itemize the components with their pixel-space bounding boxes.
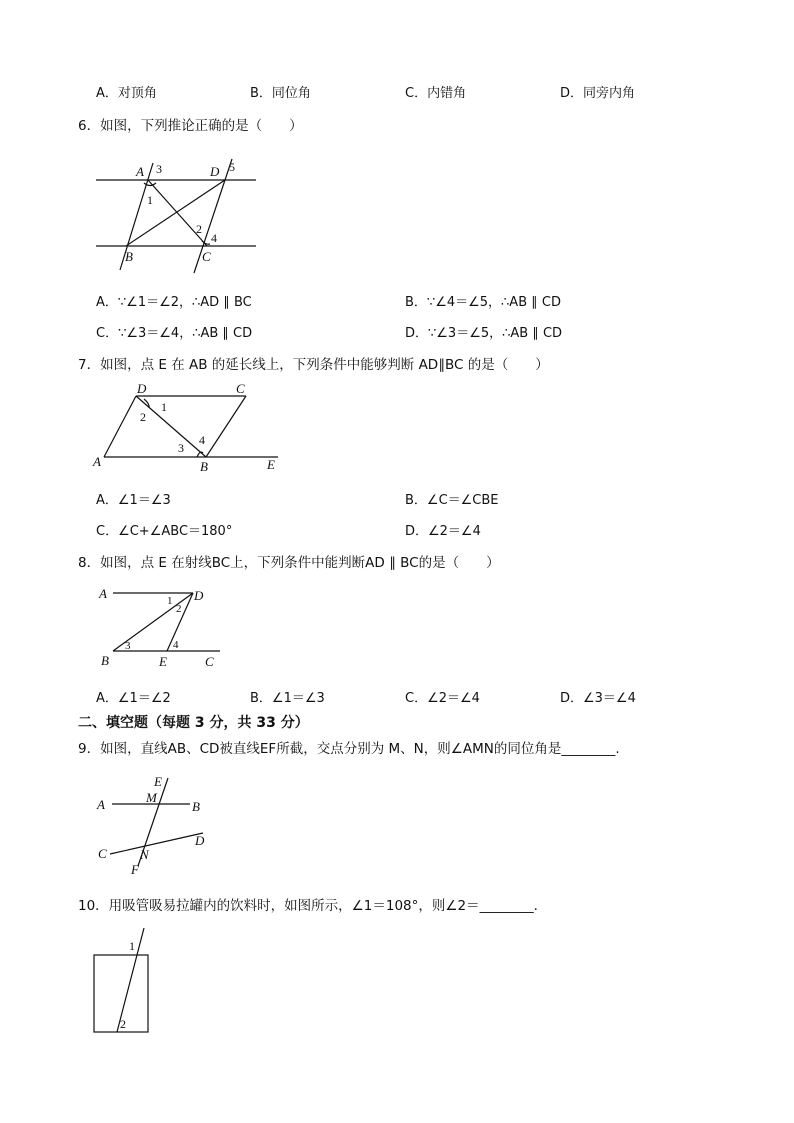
q6-label-a: A	[136, 164, 144, 179]
q7-option-d: D．∠2＝∠4	[405, 524, 481, 539]
q10-figure	[88, 922, 158, 1037]
q9-label-d: D	[195, 833, 205, 848]
q10-stem: 10．用吸管吸易拉罐内的饮料时，如图所示，∠1＝108°，则∠2＝________．	[78, 898, 548, 914]
q6-label-2: 2	[196, 222, 202, 236]
q7-label-a: A	[93, 454, 101, 469]
q8-label-d: D	[194, 588, 204, 603]
q7-label-d: D	[137, 381, 147, 396]
q8-label-e: E	[159, 654, 167, 669]
q8-label-4: 4	[173, 639, 179, 651]
q9-figure	[92, 770, 217, 878]
q7-label-2: 2	[140, 410, 146, 424]
q6-label-4: 4	[211, 231, 217, 245]
q7-option-a: A．∠1＝∠3	[96, 493, 171, 508]
q9-label-n: N	[140, 847, 149, 862]
q9-stem: 9．如图，直线AB、CD被直线EF所截，交点分别为 M、N，则∠AMN的同位角是________.	[78, 741, 620, 757]
q7-label-c: C	[236, 381, 245, 396]
q7-label-1: 1	[161, 400, 167, 414]
q8-option-c: C．∠2＝∠4	[405, 691, 480, 706]
q8-label-a: A	[99, 586, 107, 601]
q6-option-c: C．∵∠3＝∠4，∴AB ∥ CD	[96, 326, 253, 341]
q6-label-3: 3	[156, 162, 162, 176]
q8-label-1: 1	[167, 595, 173, 607]
q9-label-b: B	[192, 799, 200, 814]
q8-option-b: B．∠1＝∠3	[250, 691, 325, 706]
q10-label-1: 1	[129, 939, 135, 953]
q7-stem: 7．如图，点 E 在 AB 的延长线上，下列条件中能够判断 AD∥BC 的是（ ）	[78, 357, 549, 373]
q8-label-b: B	[101, 653, 109, 668]
q7-option-b: B．∠C＝∠CBE	[405, 493, 499, 508]
q7-label-e: E	[267, 457, 275, 472]
q7-label-b: B	[200, 459, 208, 474]
q7-label-4: 4	[199, 433, 205, 447]
q8-label-2: 2	[176, 603, 182, 615]
q10-label-2: 2	[120, 1017, 126, 1031]
q8-figure	[95, 583, 230, 673]
q5-option-d: D．同旁内角	[560, 86, 636, 101]
q6-option-b: B．∵∠4＝∠5，∴AB ∥ CD	[405, 295, 561, 310]
q5-option-a: A．对顶角	[96, 86, 157, 101]
q6-figure	[90, 155, 270, 275]
q8-label-c: C	[205, 654, 214, 669]
q6-option-a: A．∵∠1＝∠2，∴AD ∥ BC	[96, 295, 252, 310]
q7-figure	[90, 380, 290, 475]
q6-label-d: D	[210, 164, 220, 179]
q7-option-c: C．∠C+∠ABC＝180°	[96, 524, 233, 539]
q5-option-b: B．同位角	[250, 86, 311, 101]
q6-label-1: 1	[147, 193, 153, 207]
q9-label-c: C	[98, 846, 107, 861]
q9-label-m: M	[146, 790, 157, 805]
q9-label-a: A	[97, 797, 105, 812]
q9-label-e: E	[154, 774, 162, 789]
q8-label-3: 3	[125, 640, 131, 652]
q5-option-c: C．内错角	[405, 86, 467, 101]
q6-option-d: D．∵∠3＝∠5，∴AB ∥ CD	[405, 326, 563, 341]
q9-label-f: F	[131, 862, 139, 877]
q6-label-c: C	[202, 249, 211, 264]
q6-label-b: B	[125, 249, 133, 264]
q6-stem: 6．如图，下列推论正确的是（ ）	[78, 118, 303, 134]
q8-option-d: D．∠3＝∠4	[560, 691, 636, 706]
section-2-title: 二、填空题（每题 3 分，共 33 分）	[78, 715, 309, 731]
q7-label-3: 3	[178, 441, 184, 455]
q6-label-5: 5	[229, 160, 235, 174]
q8-option-a: A．∠1＝∠2	[96, 691, 171, 706]
q8-stem: 8．如图，点 E 在射线BC上，下列条件中能判断AD ∥ BC的是（ ）	[78, 555, 500, 571]
